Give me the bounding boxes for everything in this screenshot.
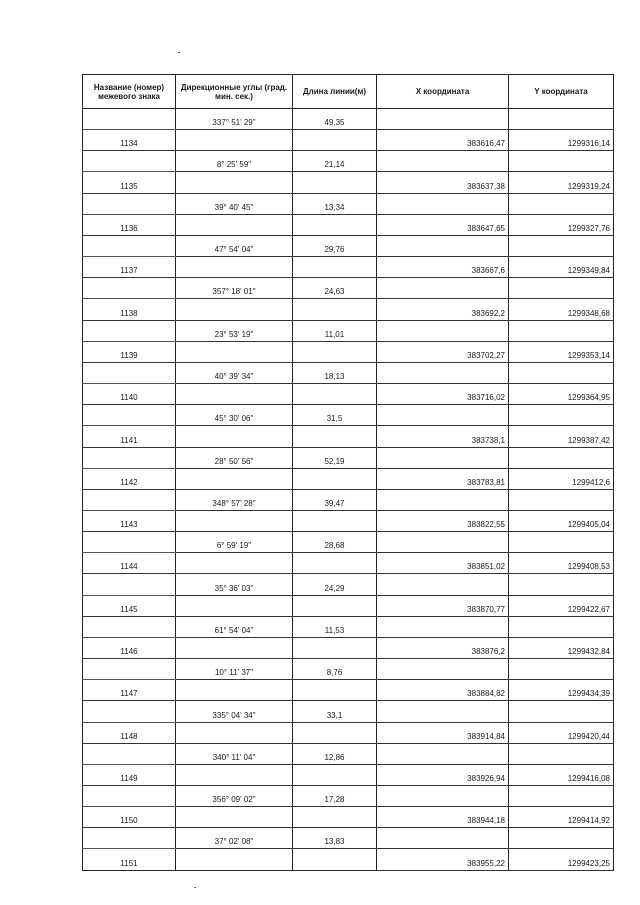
direction-angle-cell: 61° 54' 04" (176, 616, 293, 637)
x-empty-cell (377, 786, 509, 807)
length-empty-cell (293, 680, 377, 701)
y-empty-cell (509, 659, 614, 680)
y-empty-cell (509, 489, 614, 510)
boundary-point-row (83, 384, 614, 405)
marker-name-cell: 1135 (83, 172, 176, 193)
line-length-cell: 49,35 (293, 109, 377, 130)
x-empty-cell (377, 320, 509, 341)
marker-name-empty-cell (83, 278, 176, 299)
x-coordinate-cell: 383783,81 (377, 468, 509, 489)
segment-row (83, 701, 614, 722)
boundary-point-row (83, 130, 614, 151)
angle-empty-cell (176, 299, 293, 320)
segment-row (83, 278, 614, 299)
boundary-point-row (83, 595, 614, 616)
boundary-point-row (83, 849, 614, 870)
length-empty-cell (293, 807, 377, 828)
length-empty-cell (293, 595, 377, 616)
marker-name-cell: 1136 (83, 214, 176, 235)
direction-angle-cell: 348° 57' 28" (176, 489, 293, 510)
length-empty-cell (293, 849, 377, 870)
y-coordinate-cell: 1299319,24 (509, 172, 614, 193)
length-empty-cell (293, 130, 377, 151)
marker-name-empty-cell (83, 109, 176, 130)
length-empty-cell (293, 214, 377, 235)
length-empty-cell (293, 257, 377, 278)
angle-empty-cell (176, 341, 293, 362)
segment-row (83, 193, 614, 214)
segment-row (83, 616, 614, 637)
marker-name-empty-cell (83, 532, 176, 553)
direction-angle-cell: 45° 30' 06" (176, 405, 293, 426)
boundary-point-row (83, 680, 614, 701)
y-coordinate-cell: 1299348,68 (509, 299, 614, 320)
boundary-point-row (83, 257, 614, 278)
table-header-row (83, 75, 614, 109)
angle-empty-cell (176, 553, 293, 574)
boundary-point-row (83, 341, 614, 362)
y-coordinate-cell: 1299327,76 (509, 214, 614, 235)
marker-name-empty-cell (83, 659, 176, 680)
y-empty-cell (509, 320, 614, 341)
x-coordinate-cell: 383702,27 (377, 341, 509, 362)
y-coordinate-cell: 1299432,84 (509, 637, 614, 658)
direction-angle-cell: 28° 50' 56" (176, 447, 293, 468)
marker-name-cell: 1134 (83, 130, 176, 151)
marker-name-cell: 1150 (83, 807, 176, 828)
line-length-cell: 13,83 (293, 828, 377, 849)
header-direction-angle: Дирекционные углы (град. мин. сек.) (176, 75, 293, 109)
y-coordinate-cell: 1299420,44 (509, 722, 614, 743)
x-coordinate-cell: 383716,02 (377, 384, 509, 405)
segment-row (83, 659, 614, 680)
x-coordinate-cell: 383738,1 (377, 426, 509, 447)
y-coordinate-cell: 1299434,39 (509, 680, 614, 701)
marker-name-empty-cell (83, 616, 176, 637)
length-empty-cell (293, 426, 377, 447)
length-empty-cell (293, 722, 377, 743)
segment-row (83, 320, 614, 341)
direction-angle-cell: 356° 09' 02" (176, 786, 293, 807)
angle-empty-cell (176, 680, 293, 701)
marker-name-empty-cell (83, 701, 176, 722)
marker-name-empty-cell (83, 743, 176, 764)
boundary-point-row (83, 299, 614, 320)
x-coordinate-cell: 383667,6 (377, 257, 509, 278)
marker-name-empty-cell (83, 320, 176, 341)
marker-name-empty-cell (83, 786, 176, 807)
direction-angle-cell: 35° 36' 03" (176, 574, 293, 595)
x-empty-cell (377, 109, 509, 130)
x-coordinate-cell: 383637,38 (377, 172, 509, 193)
angle-empty-cell (176, 849, 293, 870)
angle-empty-cell (176, 637, 293, 658)
direction-angle-cell: 6° 59' 19" (176, 532, 293, 553)
y-coordinate-cell: 1299405,04 (509, 510, 614, 531)
header-y-coordinate: Y координата (509, 75, 614, 109)
segment-row (83, 828, 614, 849)
angle-empty-cell (176, 214, 293, 235)
marker-name-cell: 1139 (83, 341, 176, 362)
line-length-cell: 17,28 (293, 786, 377, 807)
length-empty-cell (293, 764, 377, 785)
x-empty-cell (377, 447, 509, 468)
y-empty-cell (509, 743, 614, 764)
marker-name-cell: 1149 (83, 764, 176, 785)
direction-angle-cell: 8° 25' 59" (176, 151, 293, 172)
x-coordinate-cell: 383822,55 (377, 510, 509, 531)
angle-empty-cell (176, 257, 293, 278)
line-length-cell: 11,53 (293, 616, 377, 637)
y-empty-cell (509, 235, 614, 256)
line-length-cell: 8,76 (293, 659, 377, 680)
table-body (83, 109, 614, 871)
y-empty-cell (509, 447, 614, 468)
x-coordinate-cell: 383870,77 (377, 595, 509, 616)
direction-angle-cell: 10° 11' 37" (176, 659, 293, 680)
angle-empty-cell (176, 722, 293, 743)
y-coordinate-cell: 1299423,25 (509, 849, 614, 870)
y-empty-cell (509, 828, 614, 849)
x-coordinate-cell: 383884,82 (377, 680, 509, 701)
marker-name-cell: 1141 (83, 426, 176, 447)
boundary-point-row (83, 214, 614, 235)
line-length-cell: 33,1 (293, 701, 377, 722)
segment-row (83, 235, 614, 256)
line-length-cell: 13,34 (293, 193, 377, 214)
line-length-cell: 24,29 (293, 574, 377, 595)
y-empty-cell (509, 151, 614, 172)
boundary-point-row (83, 722, 614, 743)
angle-empty-cell (176, 807, 293, 828)
angle-empty-cell (176, 426, 293, 447)
segment-row (83, 151, 614, 172)
segment-row (83, 574, 614, 595)
y-coordinate-cell: 1299412,6 (509, 468, 614, 489)
line-length-cell: 24,63 (293, 278, 377, 299)
line-length-cell: 28,68 (293, 532, 377, 553)
angle-empty-cell (176, 172, 293, 193)
x-coordinate-cell: 383876,2 (377, 637, 509, 658)
boundary-point-row (83, 172, 614, 193)
scan-speck (194, 887, 196, 888)
x-empty-cell (377, 743, 509, 764)
marker-name-cell: 1151 (83, 849, 176, 870)
x-coordinate-cell: 383647,65 (377, 214, 509, 235)
marker-name-empty-cell (83, 447, 176, 468)
x-coordinate-cell: 383851,02 (377, 553, 509, 574)
y-coordinate-cell: 1299414,92 (509, 807, 614, 828)
line-length-cell: 52,19 (293, 447, 377, 468)
direction-angle-cell: 23° 53' 19" (176, 320, 293, 341)
y-coordinate-cell: 1299353,14 (509, 341, 614, 362)
segment-row (83, 447, 614, 468)
x-coordinate-cell: 383692,2 (377, 299, 509, 320)
angle-empty-cell (176, 510, 293, 531)
boundary-coordinates-table (82, 74, 614, 871)
y-empty-cell (509, 701, 614, 722)
length-empty-cell (293, 384, 377, 405)
x-empty-cell (377, 574, 509, 595)
angle-empty-cell (176, 468, 293, 489)
segment-row (83, 786, 614, 807)
x-empty-cell (377, 235, 509, 256)
x-empty-cell (377, 193, 509, 214)
header-line-length: Длина линии(м) (293, 75, 377, 109)
y-empty-cell (509, 616, 614, 637)
boundary-point-row (83, 510, 614, 531)
marker-name-empty-cell (83, 489, 176, 510)
y-coordinate-cell: 1299387,42 (509, 426, 614, 447)
marker-name-cell: 1142 (83, 468, 176, 489)
angle-empty-cell (176, 595, 293, 616)
length-empty-cell (293, 341, 377, 362)
direction-angle-cell: 340° 11' 04" (176, 743, 293, 764)
y-empty-cell (509, 532, 614, 553)
header-marker-name: Название (номер) межевого знака (83, 75, 176, 109)
line-length-cell: 39,47 (293, 489, 377, 510)
marker-name-empty-cell (83, 574, 176, 595)
x-empty-cell (377, 701, 509, 722)
boundary-point-row (83, 468, 614, 489)
marker-name-cell: 1148 (83, 722, 176, 743)
marker-name-empty-cell (83, 828, 176, 849)
direction-angle-cell: 37° 02' 08" (176, 828, 293, 849)
marker-name-cell: 1140 (83, 384, 176, 405)
header-x-coordinate: X координата (377, 75, 509, 109)
angle-empty-cell (176, 130, 293, 151)
length-empty-cell (293, 299, 377, 320)
line-length-cell: 21,14 (293, 151, 377, 172)
marker-name-empty-cell (83, 405, 176, 426)
y-empty-cell (509, 109, 614, 130)
angle-empty-cell (176, 764, 293, 785)
x-empty-cell (377, 659, 509, 680)
y-empty-cell (509, 574, 614, 595)
boundary-point-row (83, 426, 614, 447)
y-empty-cell (509, 193, 614, 214)
y-coordinate-cell: 1299349,84 (509, 257, 614, 278)
segment-row (83, 362, 614, 383)
marker-name-cell: 1143 (83, 510, 176, 531)
boundary-point-row (83, 637, 614, 658)
segment-row (83, 405, 614, 426)
x-empty-cell (377, 278, 509, 299)
segment-row (83, 109, 614, 130)
y-empty-cell (509, 278, 614, 299)
boundary-point-row (83, 764, 614, 785)
x-empty-cell (377, 532, 509, 553)
marker-name-cell: 1144 (83, 553, 176, 574)
length-empty-cell (293, 637, 377, 658)
x-coordinate-cell: 383616,47 (377, 130, 509, 151)
y-empty-cell (509, 362, 614, 383)
marker-name-cell: 1145 (83, 595, 176, 616)
length-empty-cell (293, 510, 377, 531)
y-empty-cell (509, 405, 614, 426)
marker-name-empty-cell (83, 362, 176, 383)
y-coordinate-cell: 1299408,53 (509, 553, 614, 574)
segment-row (83, 532, 614, 553)
marker-name-empty-cell (83, 151, 176, 172)
marker-name-cell: 1146 (83, 637, 176, 658)
direction-angle-cell: 47° 54' 04" (176, 235, 293, 256)
x-empty-cell (377, 616, 509, 637)
y-coordinate-cell: 1299416,08 (509, 764, 614, 785)
line-length-cell: 12,86 (293, 743, 377, 764)
y-coordinate-cell: 1299422,67 (509, 595, 614, 616)
direction-angle-cell: 39° 40' 45" (176, 193, 293, 214)
boundary-point-row (83, 807, 614, 828)
marker-name-cell: 1137 (83, 257, 176, 278)
marker-name-cell: 1147 (83, 680, 176, 701)
segment-row (83, 489, 614, 510)
y-empty-cell (509, 786, 614, 807)
line-length-cell: 29,76 (293, 235, 377, 256)
x-empty-cell (377, 151, 509, 172)
x-empty-cell (377, 828, 509, 849)
marker-name-empty-cell (83, 235, 176, 256)
length-empty-cell (293, 468, 377, 489)
direction-angle-cell: 357° 18' 01" (176, 278, 293, 299)
x-empty-cell (377, 405, 509, 426)
marker-name-cell: 1138 (83, 299, 176, 320)
x-coordinate-cell: 383955,22 (377, 849, 509, 870)
line-length-cell: 18,13 (293, 362, 377, 383)
direction-angle-cell: 40° 39' 34" (176, 362, 293, 383)
angle-empty-cell (176, 384, 293, 405)
x-coordinate-cell: 383944,18 (377, 807, 509, 828)
y-coordinate-cell: 1299316,14 (509, 130, 614, 151)
marker-name-empty-cell (83, 193, 176, 214)
scan-speck (178, 52, 180, 53)
x-coordinate-cell: 383914,84 (377, 722, 509, 743)
x-empty-cell (377, 362, 509, 383)
segment-row (83, 743, 614, 764)
length-empty-cell (293, 172, 377, 193)
direction-angle-cell: 335° 04' 34" (176, 701, 293, 722)
length-empty-cell (293, 553, 377, 574)
line-length-cell: 31,5 (293, 405, 377, 426)
boundary-point-row (83, 553, 614, 574)
x-coordinate-cell: 383926,94 (377, 764, 509, 785)
line-length-cell: 11,01 (293, 320, 377, 341)
x-empty-cell (377, 489, 509, 510)
y-coordinate-cell: 1299364,95 (509, 384, 614, 405)
direction-angle-cell: 337° 51' 29" (176, 109, 293, 130)
